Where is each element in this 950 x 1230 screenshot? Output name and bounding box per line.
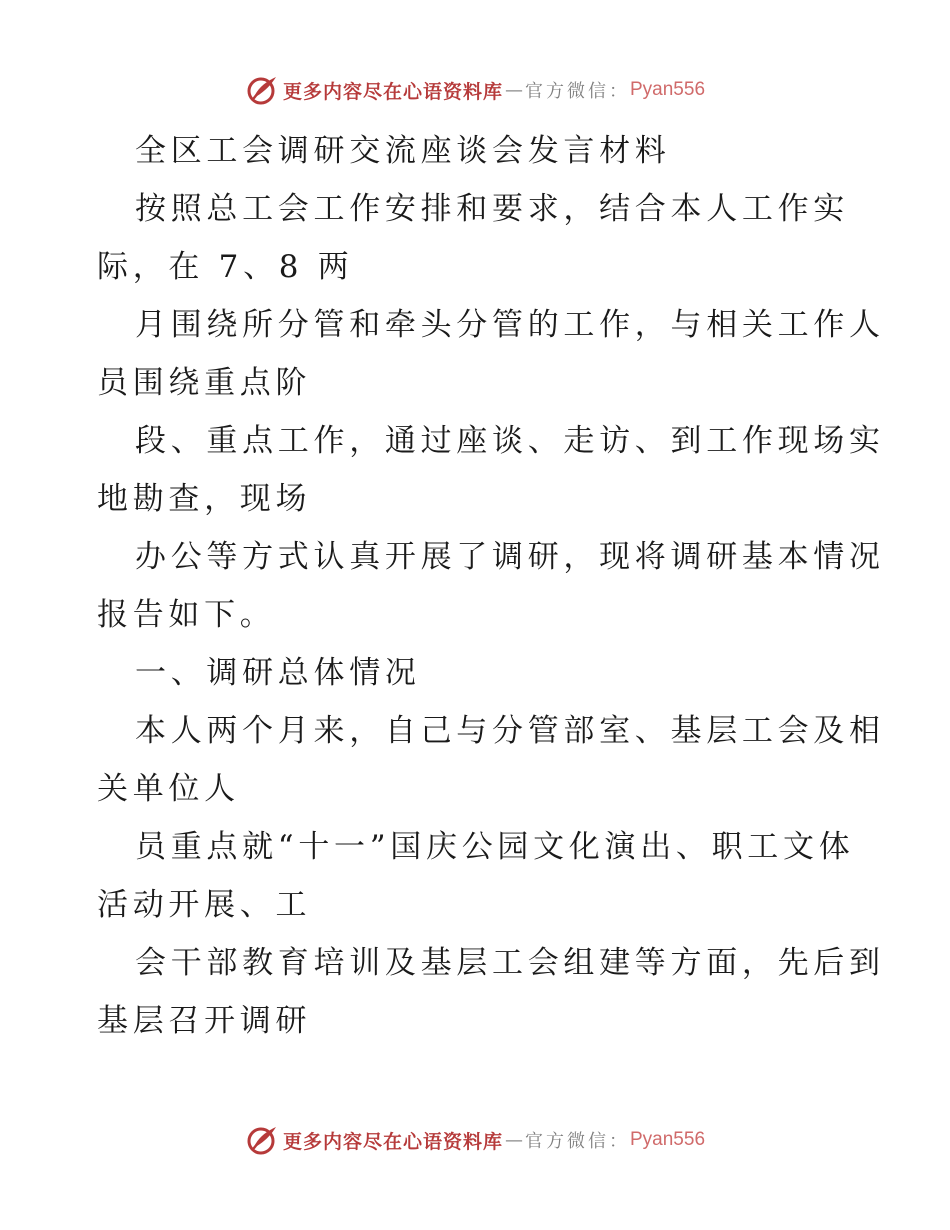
- text-line: 关单位人: [97, 771, 240, 807]
- header-official-label: 官方微信：: [525, 81, 630, 102]
- text-line: 本人两个月来，自己与分管部室、基层工会及相: [135, 713, 885, 749]
- text-line: 报告如下。: [97, 597, 276, 633]
- header-banner: [0, 70, 950, 110]
- header-dash: —: [505, 79, 523, 101]
- header-brand-text: 更多内容尽在心语资料库: [282, 80, 503, 103]
- footer-dash: —: [505, 1129, 523, 1151]
- feather-quill-logo-icon: [245, 73, 279, 107]
- text-line: 段、重点工作，通过座谈、走访、到工作现场实: [135, 423, 885, 459]
- text-line: 按照总工会工作安排和要求，结合本人工作实: [135, 191, 849, 227]
- footer-official-label: 官方微信：: [525, 1131, 630, 1152]
- footer-banner: [0, 1120, 950, 1160]
- text-line: 办公等方式认真开展了调研，现将调研基本情况: [135, 539, 885, 575]
- document-body: [97, 122, 885, 1050]
- footer-brand-text: 更多内容尽在心语资料库: [282, 1130, 503, 1153]
- text-line: 际，在 7、8 两: [97, 249, 354, 285]
- text-line: 全区工会调研交流座谈会发言材料: [135, 133, 671, 169]
- text-line: 员围绕重点阶: [97, 365, 312, 401]
- text-line: 基层召开调研: [97, 1003, 312, 1039]
- text-line: 会干部教育培训及基层工会组建等方面，先后到: [135, 945, 885, 981]
- text-line: 一、调研总体情况: [135, 655, 421, 691]
- text-line: 地勘查，现场: [97, 481, 312, 517]
- footer-wechat-id: Pyan556: [630, 1129, 706, 1150]
- text-line: 员重点就“十一”国庆公园文化演出、职工文体: [135, 829, 855, 865]
- feather-quill-logo-icon: [245, 1123, 279, 1157]
- text-line: 月围绕所分管和牵头分管的工作，与相关工作人: [135, 307, 885, 343]
- header-wechat-id: Pyan556: [630, 79, 706, 100]
- text-line: 活动开展、工: [97, 887, 312, 923]
